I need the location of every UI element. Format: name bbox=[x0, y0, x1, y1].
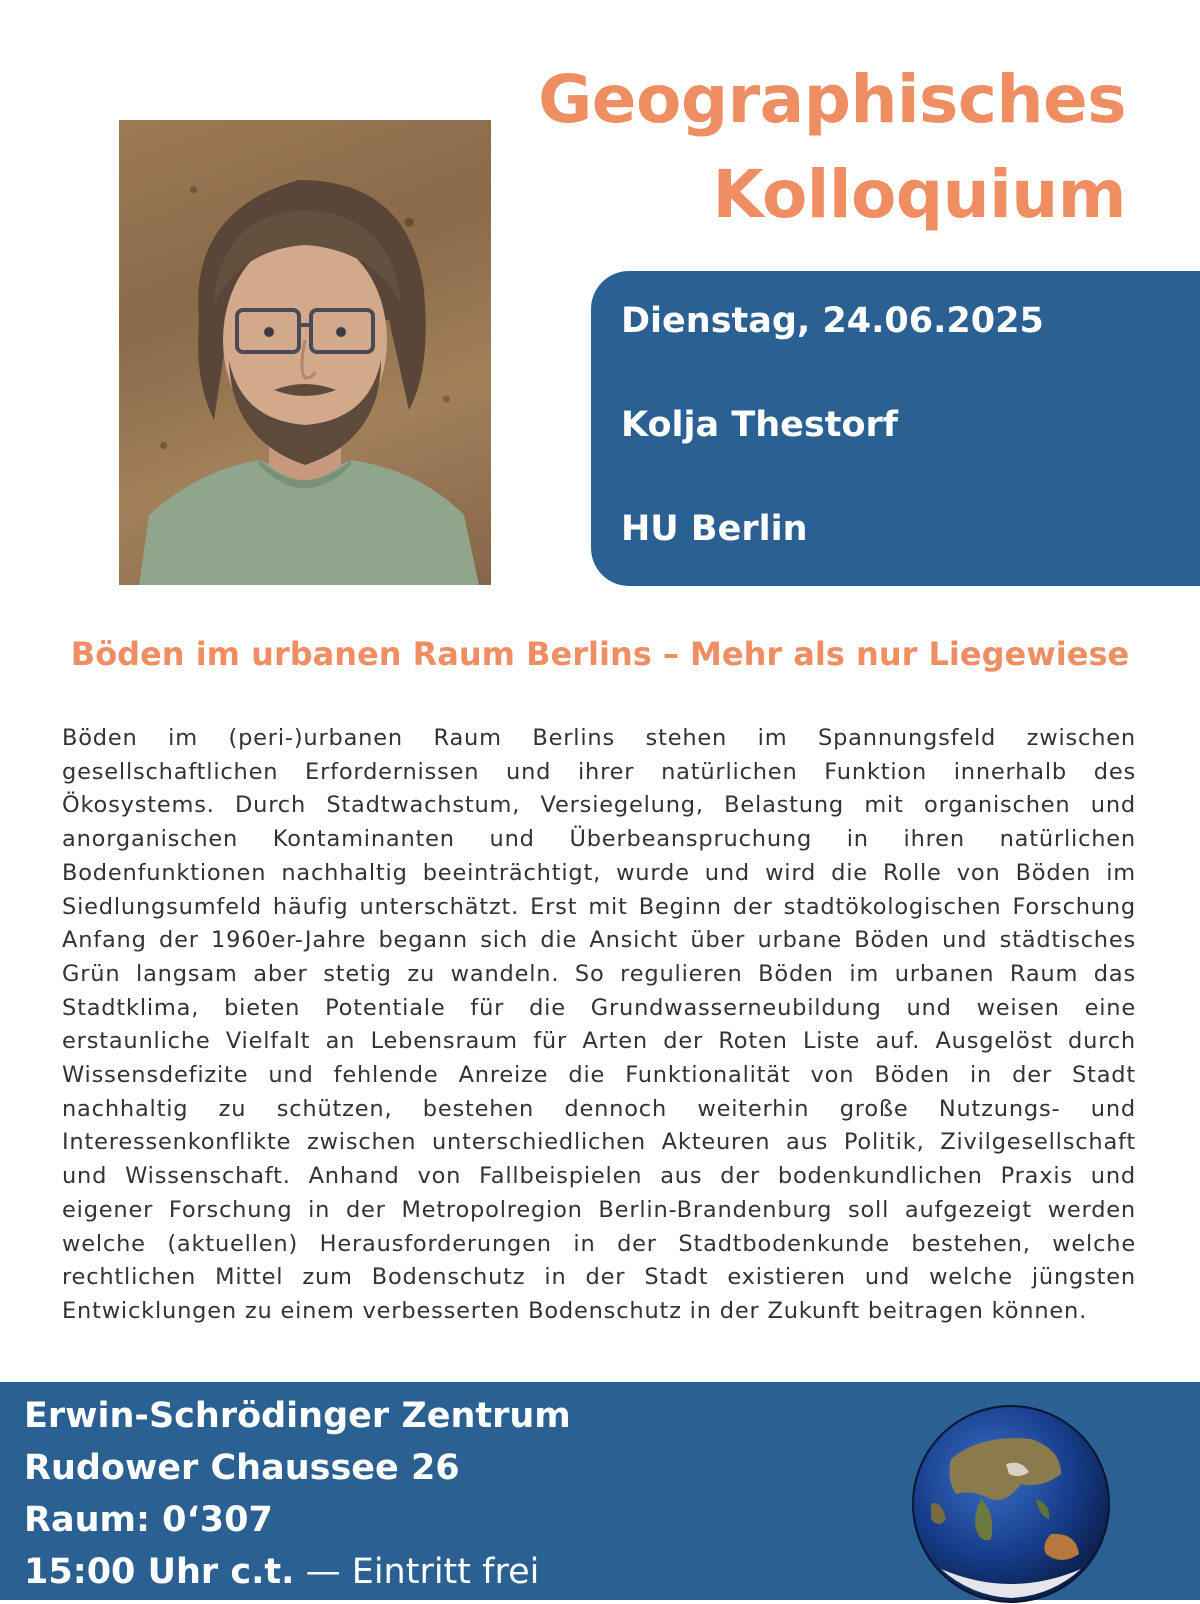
colloquium-title bbox=[538, 52, 1126, 242]
globe-icon bbox=[911, 1404, 1111, 1604]
speaker-portrait-illustration bbox=[119, 120, 491, 585]
venue-time-line bbox=[24, 1546, 539, 1598]
admission-info: — Eintritt frei bbox=[294, 1552, 540, 1592]
speaker-photo bbox=[119, 120, 491, 585]
speaker-affiliation: HU Berlin bbox=[621, 509, 808, 549]
event-info-box bbox=[591, 271, 1200, 586]
venue-building: Erwin-Schrödinger Zentrum bbox=[24, 1396, 571, 1436]
event-date: Dienstag, 24.06.2025 bbox=[621, 301, 1044, 341]
venue-time: 15:00 Uhr c.t. bbox=[24, 1552, 295, 1592]
title-line-1: Geographisches bbox=[538, 61, 1126, 138]
venue-street: Rudower Chaussee 26 bbox=[24, 1448, 460, 1488]
talk-abstract: Böden im (peri-)urbanen Raum Berlins stehen im Spannungsfeld zwischen gesellschaftlichen Erfordernissen und ihrer natürlichen Funktion innerhalb des Ökosystems. Durch Stadtwachstum, Versiegelung, Belastung mit organischen und anorganischen Kontaminanten und Überbeanspruchung in ihren natürlichen Bodenfunktionen nachhaltig beeinträchtigt, wurde und wird die Rolle von Böden im Siedlungsumfeld häufig unterschätzt. Erst mit Beginn der stadtökologischen Forschung Anfang der 1960er-Jahre begann sich die Ansicht über urbane Böden und städtisches Grün langsam aber stetig zu wandeln. So regulieren Böden im urbanen Raum das Stadtklima, bieten Potentiale für die Grundwasserneubildung und weisen eine erstaunliche Vielfalt an Lebensraum für Arten der Roten Liste auf. Ausgelöst durch Wissensdefizite und fehlende Anreize die Funktionalität von Böden in der Stadt nachhaltig zu schützen, bestehen dennoch weiterhin große Nutzungs- und Interessenkonflikte zwischen unterschiedlichen Akteuren aus Politik, Zivilgesellschaft und Wissenschaft. Anhand von Fallbeispielen aus der bodenkundlichen Praxis und eigener Forschung in der Metropolregion Berlin-Brandenburg soll aufgezeigt werden welche (aktuellen) Herausforderungen in der Stadtbodenkunde bestehen, welche rechtlichen Mittel zum Bodenschutz in der Stadt existieren und welche jüngsten Entwicklungen zu einem verbesserten Bodenschutz in der Zukunft beitragen können. bbox=[62, 725, 1136, 1324]
title-line-2: Kolloquium bbox=[712, 156, 1126, 233]
venue-room: Raum: 0‘307 bbox=[24, 1500, 273, 1540]
talk-title: Böden im urbanen Raum Berlins – Mehr als nur Liegewiese bbox=[70, 635, 1130, 673]
speaker-name: Kolja Thestorf bbox=[621, 405, 898, 445]
